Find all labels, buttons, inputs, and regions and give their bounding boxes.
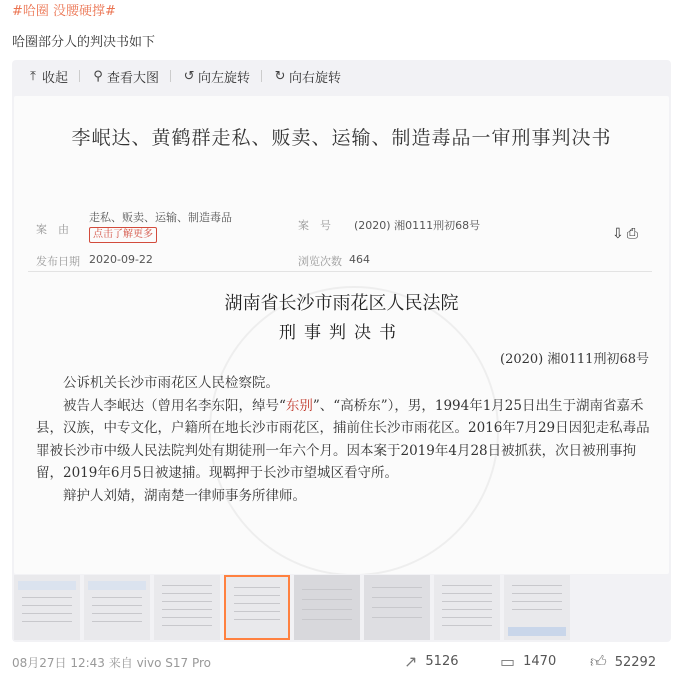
case-label: 案 号: [298, 219, 331, 232]
court-name: 湖南省长沙市雨花区人民法院: [224, 293, 459, 314]
prosecutor-paragraph: 公诉机关长沙市雨花区人民检察院。: [63, 375, 279, 391]
document-divider: [28, 271, 652, 272]
rotate-left-label: 向左旋转: [198, 70, 251, 86]
collapse-icon: ⤒: [30, 68, 36, 84]
thumbnail-6[interactable]: [364, 575, 430, 640]
thumbnail-1[interactable]: [14, 575, 80, 640]
comment-icon: ▭: [500, 652, 516, 671]
document-header-title: 李岷达、黄鹤群走私、贩卖、运输、制造毒品一审刑事判决书: [71, 127, 612, 149]
repost-button[interactable]: [404, 652, 459, 671]
like-icon: 👍︎: [590, 652, 607, 671]
rotate-right-icon: ↻: [274, 68, 286, 84]
hashtag-list: [12, 0, 122, 19]
judgment-body: [36, 372, 656, 507]
document-type: 刑事判决书: [279, 323, 404, 343]
view-large-label: 查看大图: [107, 70, 160, 86]
cause-value: 走私、贩卖、运输、制造毒品: [89, 211, 232, 224]
case-value: (2020) 湘0111刑初68号: [354, 219, 481, 232]
toolbar-divider: [79, 70, 80, 82]
hashtag-link[interactable]: #哈圈 没腰硬撑#: [12, 4, 116, 19]
collapse-label: 收起: [42, 70, 69, 86]
cause-label: 案 由: [36, 223, 69, 236]
download-icon[interactable]: ⇩: [612, 226, 627, 242]
document-actions: [612, 226, 641, 242]
nickname-highlight: 东别: [285, 397, 313, 414]
search-icon: ⚲: [93, 68, 103, 84]
comment-count: 1470: [523, 654, 557, 669]
rotate-left-button[interactable]: [182, 67, 250, 86]
date-value: 2020-09-22: [89, 253, 153, 266]
post-time-source: 08月27日 12:43 来自 vivo S17 Pro: [12, 656, 211, 670]
thumbnail-7[interactable]: [434, 575, 500, 640]
case-number: (2020) 湘0111刑初68号: [500, 352, 649, 367]
post-text: 哈圈部分人的判决书如下: [12, 35, 156, 50]
media-toolbar: [26, 66, 341, 86]
thumbnail-2[interactable]: [84, 575, 150, 640]
print-icon[interactable]: ⎙: [626, 226, 641, 242]
repost-icon: ↗: [404, 652, 418, 671]
thumbnail-8[interactable]: [504, 575, 570, 640]
collapse-button[interactable]: [26, 67, 68, 86]
like-button[interactable]: [590, 652, 656, 672]
thumbnail-3[interactable]: [154, 575, 220, 640]
comment-button[interactable]: [500, 652, 556, 671]
rotate-right-button[interactable]: [273, 67, 341, 86]
rotate-left-icon: ↺: [183, 68, 195, 84]
views-label: 浏览次数: [298, 255, 342, 268]
thumbnail-strip: [14, 575, 669, 640]
thumbnail-5[interactable]: [294, 575, 360, 640]
views-value: 464: [349, 253, 370, 266]
learn-more-button[interactable]: 点击了解更多: [89, 227, 157, 243]
thumbnail-4-selected[interactable]: [224, 575, 290, 640]
view-large-button[interactable]: [91, 67, 159, 86]
defender-paragraph: 辩护人刘婧，湖南楚一律师事务所律师。: [63, 487, 306, 504]
like-count: 52292: [614, 654, 657, 670]
rotate-right-label: 向右旋转: [289, 70, 342, 86]
defendant-paragraph: 被告人李岷达（曾用名李东阳，绰号“东别”、“高桥东”），男，1994年1月25日出生于湖南省嘉禾县，汉族，中专文化，户籍所在地长沙市雨花区，捕前住长沙市雨花区。2016年7月29日因犯走私毒品罪被长沙市中级人民法院判处有期徒刑一年六个月。因本案于2019年4月28日被抓获，次日被刑事拘留，2019年6月5日被逮捕。现羁押于长沙市望城区看守所。: [36, 397, 650, 481]
toolbar-divider: [261, 70, 262, 82]
media-viewer: [12, 60, 671, 642]
judgment-document-image[interactable]: [14, 96, 669, 574]
date-label: 发布日期: [36, 255, 80, 268]
repost-count: 5126: [425, 654, 459, 669]
toolbar-divider: [170, 70, 171, 82]
